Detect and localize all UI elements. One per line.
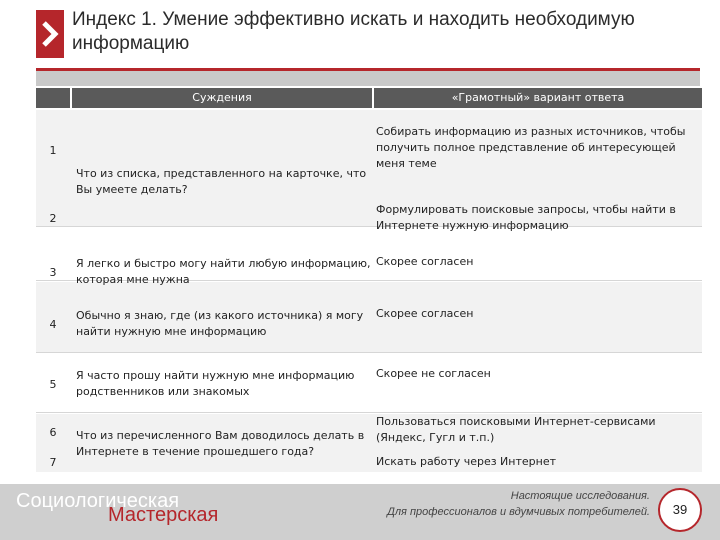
header-num-cell (36, 88, 70, 108)
row-number: 7 (49, 456, 57, 469)
row-divider (36, 352, 702, 353)
slogan-line-2: Для профессионалов и вдумчивых потребителей. (387, 506, 650, 518)
answer-text: Собирать информацию из разных источников, чтобы получить полное представление об интересующей меня теме (376, 125, 686, 170)
slogan-line-1: Настоящие исследования. (510, 490, 650, 502)
answer-text: Формулировать поисковые запросы, чтобы найти в Интернете нужную информацию (376, 203, 676, 232)
answer-text: Искать работу через Интернет (376, 455, 557, 468)
row-number: 5 (49, 378, 57, 391)
header-badge (36, 10, 64, 58)
brand-line-2: Мастерская (108, 504, 219, 526)
row-number: 2 (49, 212, 57, 225)
chevron-right-icon (40, 20, 60, 48)
row-divider (36, 412, 702, 413)
answer-text: Пользоваться поисковыми Интернет-сервисами (Яндекс, Гугл и т.п.) (376, 415, 656, 444)
statement-text: Что из списка, представленного на карточке, что Вы умеете делать? (76, 167, 367, 196)
row-number: 1 (49, 144, 57, 157)
header-statements: Суждения (72, 88, 372, 108)
row-number: 4 (49, 318, 57, 331)
row-number: 3 (49, 266, 57, 279)
statement-text: Что из перечисленного Вам доводилось делать в Интернете в течение прошедшего года? (76, 429, 365, 458)
page-title: Индекс 1. Умение эффективно искать и находить необходимую информацию (72, 9, 635, 54)
statement-text: Я легко и быстро могу найти любую информацию, которая мне нужна (76, 257, 371, 286)
header-answer: «Грамотный» вариант ответа (374, 88, 702, 108)
statement-text: Я часто прошу найти нужную мне информацию родственников или знакомых (76, 369, 355, 398)
answer-text: Скорее не согласен (376, 367, 491, 380)
answer-text: Скорее согласен (376, 307, 474, 320)
answer-text: Скорее согласен (376, 255, 474, 268)
title-rule-accent (36, 68, 700, 71)
brand-line-1: Социологическая (16, 490, 180, 512)
footer (0, 484, 720, 540)
statement-text: Обычно я знаю, где (из какого источника) я могу найти нужную мне информацию (76, 309, 364, 338)
table-header (36, 88, 702, 108)
page-number: 39 (658, 488, 702, 532)
row-number: 6 (49, 426, 57, 439)
